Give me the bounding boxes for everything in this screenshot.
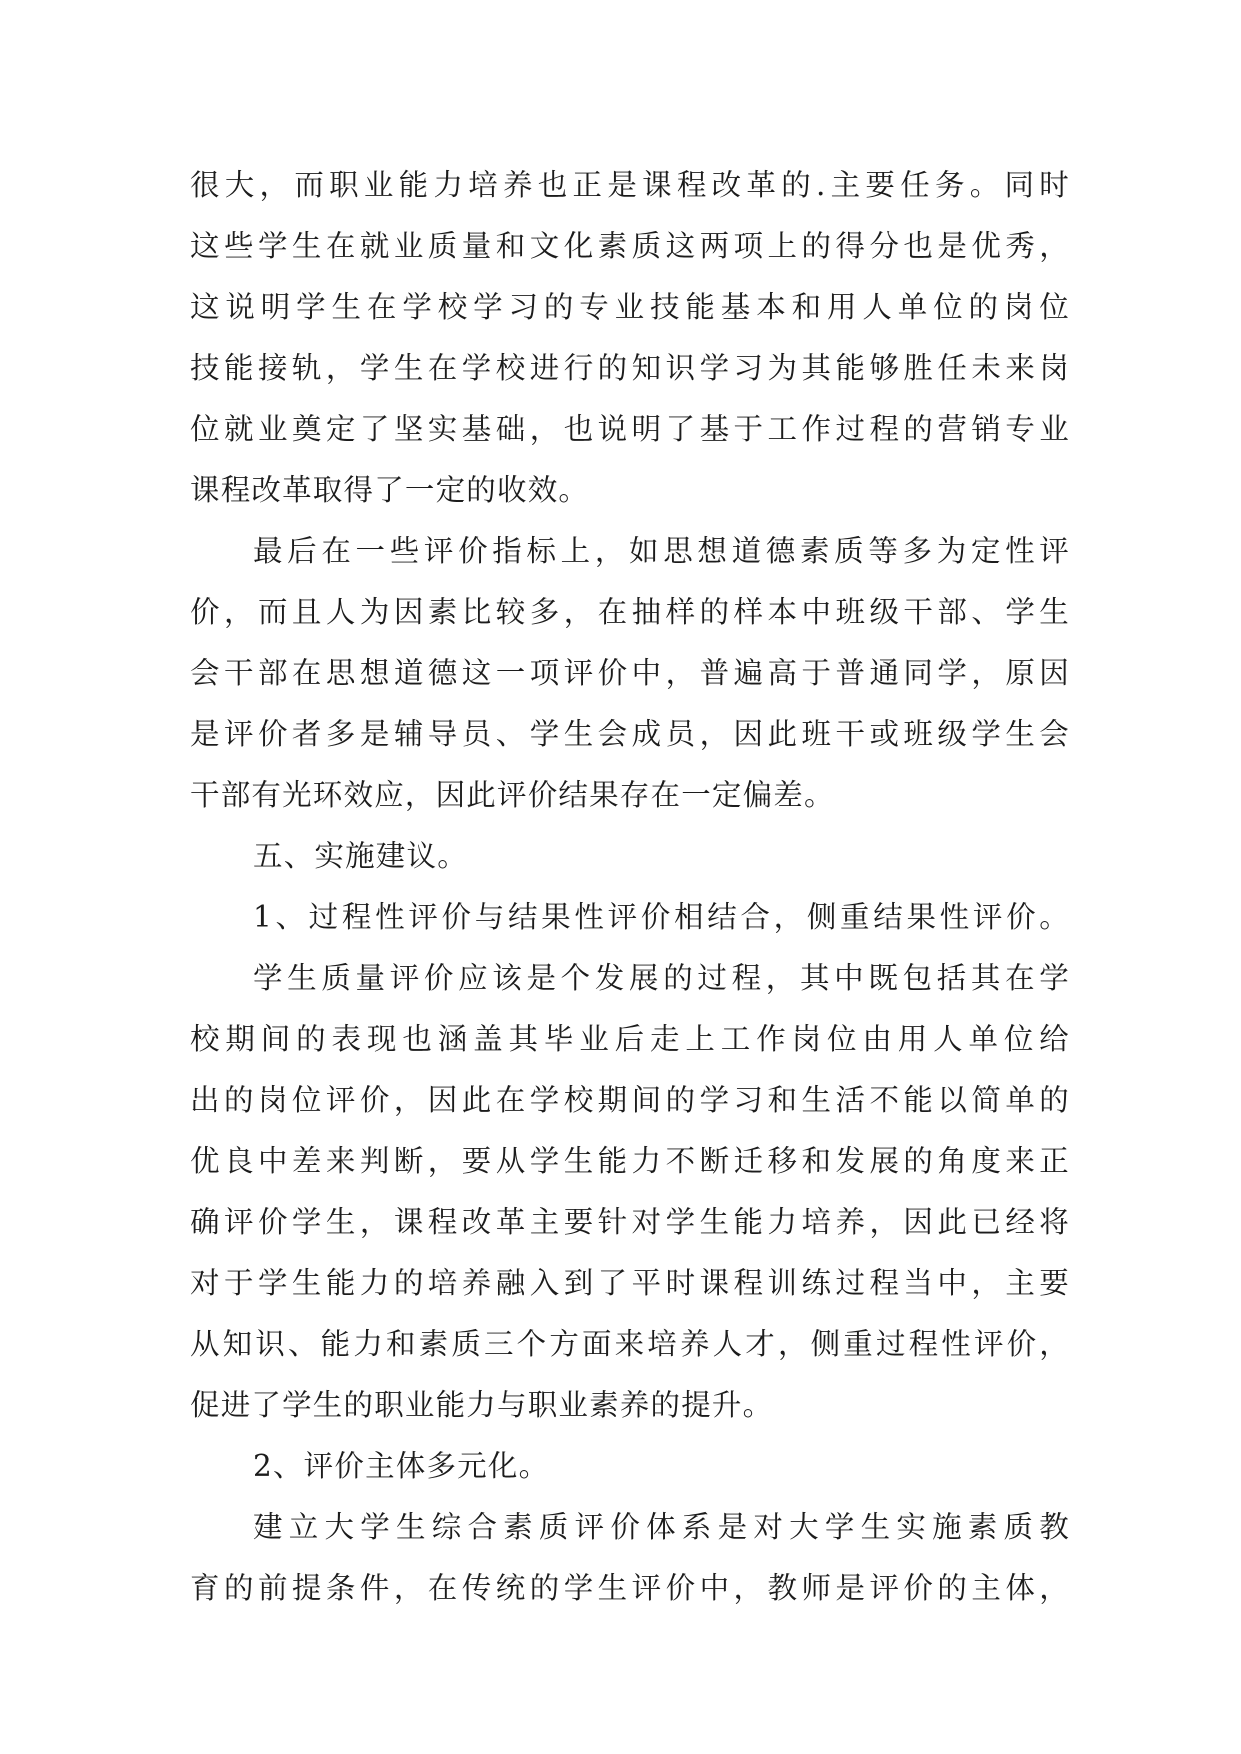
text-line-18: 确评价学生，课程改革主要针对学生能力培养，因此已经将	[190, 1205, 1070, 1239]
text-line-23: 建立大学生综合素质评价体系是对大学生实施素质教	[253, 1510, 1070, 1544]
text-line-19: 对于学生能力的培养融入到了平时课程训练过程当中，主要	[190, 1266, 1070, 1300]
subheading-1: 1、过程性评价与结果性评价相结合，侧重结果性评价。	[253, 900, 1070, 934]
text-line-4: 技能接轨，学生在学校进行的知识学习为其能够胜任未来岗	[190, 351, 1070, 385]
text-line-24: 育的前提条件，在传统的学生评价中，教师是评价的主体，	[190, 1571, 1070, 1605]
text-line-8: 价，而且人为因素比较多，在抽样的样本中班级干部、学生	[190, 595, 1070, 629]
text-line-7: 最后在一些评价指标上，如思想道德素质等多为定性评	[253, 534, 1070, 568]
text-line-2: 这些学生在就业质量和文化素质这两项上的得分也是优秀，	[190, 229, 1070, 263]
text-line-17: 优良中差来判断，要从学生能力不断迁移和发展的角度来正	[190, 1144, 1070, 1178]
text-line-9: 会干部在思想道德这一项评价中，普遍高于普通同学，原因	[190, 656, 1070, 690]
text-line-11: 干部有光环效应，因此评价结果存在一定偏差。	[190, 778, 835, 812]
text-line-14: 学生质量评价应该是个发展的过程，其中既包括其在学	[253, 961, 1070, 995]
text-line-10: 是评价者多是辅导员、学生会成员，因此班干或班级学生会	[190, 717, 1070, 751]
text-line-5: 位就业奠定了坚实基础，也说明了基于工作过程的营销专业	[190, 412, 1070, 446]
text-line-20: 从知识、能力和素质三个方面来培养人才，侧重过程性评价，	[190, 1327, 1070, 1361]
section-heading-5: 五、实施建议。	[253, 839, 468, 873]
text-line-3: 这说明学生在学校学习的专业技能基本和用人单位的岗位	[190, 290, 1070, 324]
text-line-6: 课程改革取得了一定的收效。	[190, 473, 590, 507]
document-body-text	[190, 155, 1070, 1619]
text-line-21: 促进了学生的职业能力与职业素养的提升。	[190, 1388, 774, 1422]
text-line-1: 很大，而职业能力培养也正是课程改革的.主要任务。同时	[190, 168, 1070, 202]
subheading-2: 2、评价主体多元化。	[253, 1449, 550, 1483]
text-line-16: 出的岗位评价，因此在学校期间的学习和生活不能以简单的	[190, 1083, 1070, 1117]
text-line-15: 校期间的表现也涵盖其毕业后走上工作岗位由用人单位给	[190, 1022, 1070, 1056]
